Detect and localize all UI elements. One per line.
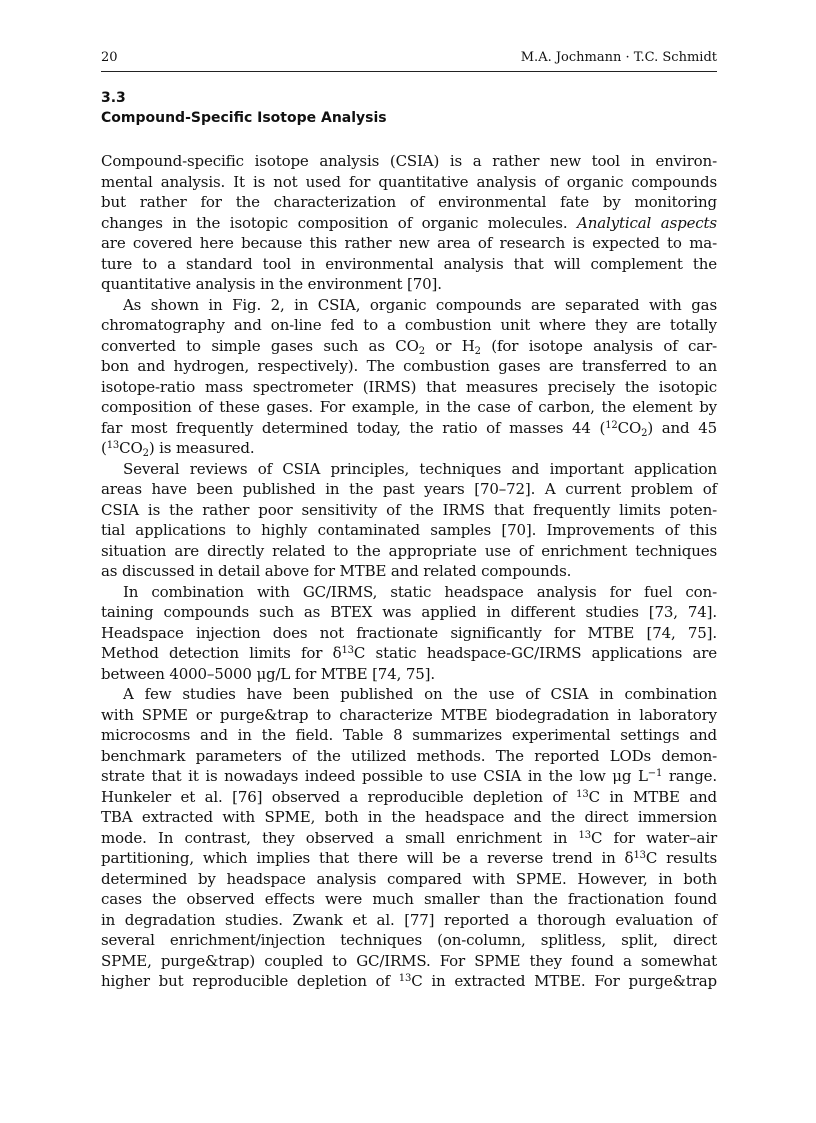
text-line: converted to simple gases such as $CO_2$ or $H_2$ (for isotope analysis of car-: [101, 336, 718, 357]
text-line: As shown in Fig. 2, in CSIA, organic compounds are separated with gas: [123, 295, 717, 314]
text-line: In combination with GC/IRMS, static headspace analysis for fuel con-: [123, 582, 717, 601]
text-line: bon and hydrogen, respectively). The combustion gases are transferred to an: [101, 357, 717, 375]
paragraph-3: [101, 459, 717, 582]
text-line: between 4000–5000 μg/L for MTBE [74, 75].: [101, 664, 435, 683]
text-line: microcosms and in the field. Table 8 summarizes experimental settings and: [101, 726, 717, 744]
text-line: Method detection limits for $\delta^{13}C$ static headspace-GC/IRMS applications are: [101, 644, 717, 662]
text-line: higher but reproducible depletion of $^{13}$C in extracted MTBE. For purge&trap: [101, 972, 718, 990]
running-authors: M.A. Jochmann · T.C. Schmidt: [520, 50, 717, 65]
text-line: Headspace injection does not fractionate significantly for MTBE [74, 75].: [101, 623, 717, 642]
text-line: are covered here because this rather new area of research is expected to ma-: [101, 234, 717, 252]
paragraph-5: [101, 684, 717, 992]
text-line: SPME, purge&trap) coupled to GC/IRMS. For SPME they found a somewhat: [101, 951, 717, 970]
page-number: 20: [101, 50, 118, 65]
paragraph-1: [101, 151, 717, 295]
text-line: areas have been published in the past years [70–72]. A current problem of: [101, 480, 717, 498]
text-line: with SPME or purge&trap to characterize MTBE biodegradation in laboratory: [101, 705, 717, 724]
text-line: $(^{13}CO_2)$ is measured.: [101, 439, 255, 459]
section-title: Compound-Specific Isotope Analysis: [101, 110, 387, 126]
paragraph-4: [101, 582, 717, 685]
text-line: quantitative analysis in the environment [70].: [101, 275, 442, 293]
body-text: [101, 151, 717, 992]
text-line: several enrichment/injection techniques (on-column, splitless, split, direct: [101, 931, 717, 949]
text-line: Compound-specific isotope analysis (CSIA) is a rather new tool in environ-: [101, 152, 717, 170]
text-line: but rather for the characterization of environmental fate by monitoring: [101, 193, 717, 211]
text-line: changes in the isotopic composition of organic molecules. Analytical aspects: [101, 213, 717, 232]
text-line: tial applications to highly contaminated samples [70]. Improvements of this: [101, 521, 717, 539]
text-line: cases the observed effects were much smaller than the fractionation found: [101, 890, 717, 908]
text-line: in degradation studies. Zwank et al. [77] reported a thorough evaluation of: [101, 910, 717, 929]
text-line: situation are directly related to the appropriate use of enrichment techniques: [101, 541, 717, 560]
text-line: taining compounds such as BTEX was applied in different studies [73, 74].: [101, 603, 717, 621]
text-line: composition of these gases. For example, in the case of carbon, the element by: [101, 398, 717, 416]
text-line: ture to a standard tool in environmental analysis that will complement the: [101, 254, 717, 273]
text-line: strate that it is nowadays indeed possible to use CSIA in the low μg $L^{-1}$ range.: [101, 767, 717, 785]
paragraph-2: [101, 295, 717, 459]
page: [101, 50, 717, 992]
text-line: A few studies have been published on the use of CSIA in combination: [123, 685, 717, 703]
text-line: Hunkeler et al. [76] observed a reproducible depletion of $^{13}$C in MTBE and: [101, 787, 717, 806]
text-line: as discussed in detail above for MTBE and related compounds.: [101, 562, 572, 580]
text-line: far most frequently determined today, the ratio of masses 44 $(^{12}CO_2)$ and 45: [101, 418, 717, 439]
text-line: mental analysis. It is not used for quantitative analysis of organic compounds: [101, 172, 717, 191]
section-number: 3.3: [101, 90, 126, 106]
text-line: chromatography and on-line fed to a combustion unit where they are totally: [101, 316, 717, 334]
text-line: partitioning, which implies that there will be a reverse trend in $\delta^{13}C$ results: [101, 849, 717, 867]
text-line: CSIA is the rather poor sensitivity of the IRMS that frequently limits poten-: [101, 500, 717, 519]
text-line: determined by headspace analysis compared with SPME. However, in both: [101, 869, 717, 888]
text-line: Several reviews of CSIA principles, techniques and important application: [123, 459, 717, 478]
text-line: TBA extracted with SPME, both in the headspace and the direct immersion: [101, 808, 717, 826]
running-header: [101, 50, 717, 72]
text-line: isotope-ratio mass spectrometer (IRMS) that measures precisely the isotopic: [101, 377, 717, 396]
text-line: mode. In contrast, they observed a small enrichment in $^{13}$C for water–air: [101, 828, 717, 847]
text-line: benchmark parameters of the utilized methods. The reported LODs demon-: [101, 746, 717, 765]
